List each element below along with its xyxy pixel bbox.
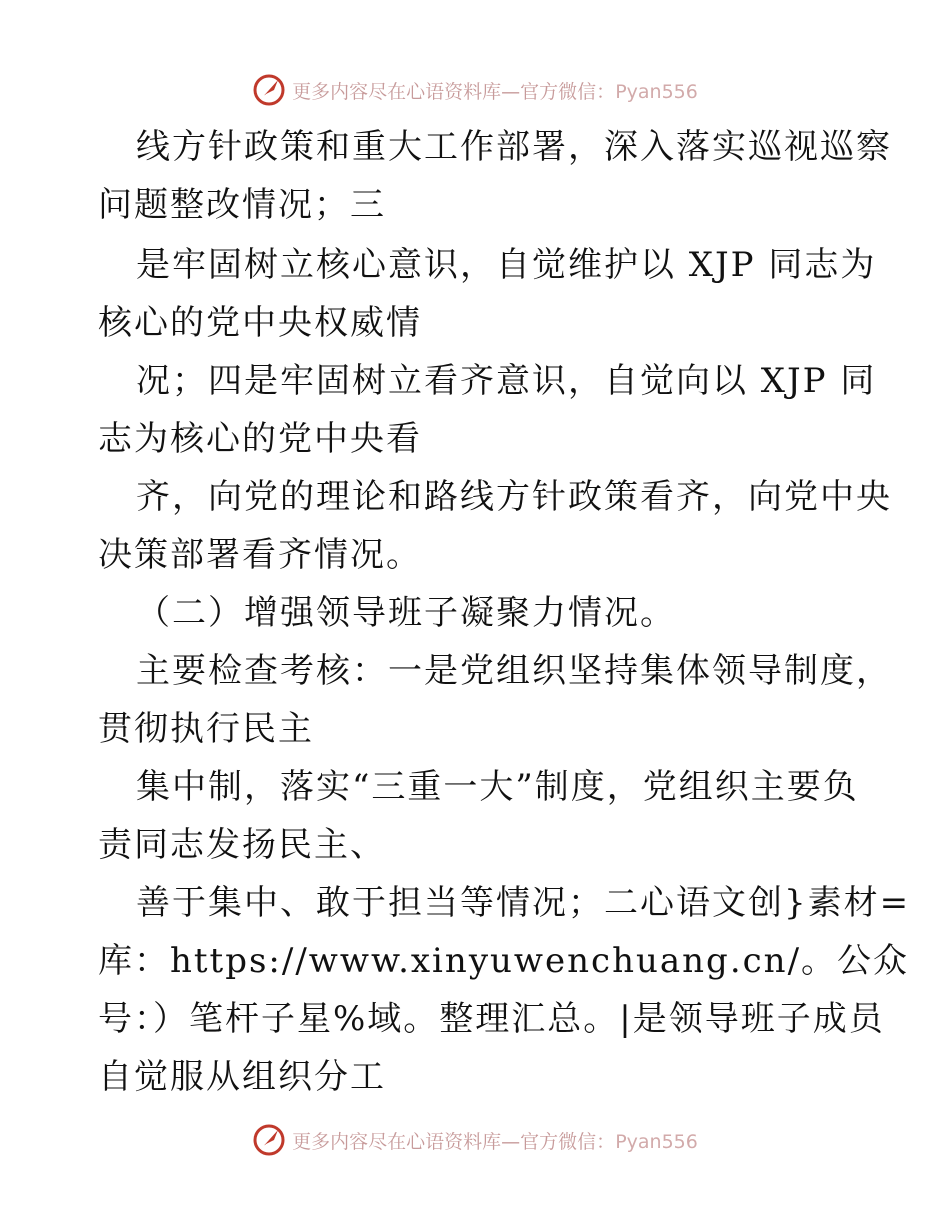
section-heading: （二）增强领导班子凝聚力情况。 bbox=[136, 593, 676, 633]
text-line: 善于集中、敢于担当等情况；二心语文创}素材= bbox=[136, 883, 911, 923]
watermark-contact-label: 官方微信： bbox=[520, 1130, 616, 1153]
watermark-contact-id: Pyan556 bbox=[615, 1130, 698, 1153]
watermark-text bbox=[292, 77, 698, 104]
watermark-contact-id: Pyan556 bbox=[615, 80, 698, 103]
text-line: 况；四是牢固树立看齐意识，自觉向以 XJP 同 bbox=[136, 361, 877, 401]
text-line: 决策部署看齐情况。 bbox=[98, 535, 422, 575]
text-line: 线方针政策和重大工作部署，深入落实巡视巡察 bbox=[136, 127, 892, 167]
quill-logo-icon bbox=[252, 73, 286, 107]
text-line: 问题整改情况；三 bbox=[98, 185, 386, 225]
text-line: 自觉服从组织分工 bbox=[98, 1057, 386, 1097]
text-line: 主要检查考核：一是党组织坚持集体领导制度， bbox=[136, 651, 892, 691]
watermark-separator: — bbox=[501, 80, 521, 103]
text-line: 号：）笔杆子星%域。整理汇总。|是领导班子成员 bbox=[98, 999, 885, 1039]
quill-logo-icon bbox=[252, 1123, 286, 1157]
watermark-brand: 更多内容尽在心语资料库 bbox=[292, 80, 502, 103]
watermark-contact-label: 官方微信： bbox=[520, 80, 616, 103]
text-line: 志为核心的党中央看 bbox=[98, 419, 422, 459]
text-line: 齐，向党的理论和路线方针政策看齐，向党中央 bbox=[136, 477, 892, 517]
watermark-text bbox=[292, 1127, 698, 1154]
text-line: 核心的党中央权威情 bbox=[98, 303, 422, 343]
text-line: 是牢固树立核心意识，自觉维护以 XJP 同志为 bbox=[136, 245, 877, 285]
text-line: 集中制，落实“三重一大”制度，党组织主要负 bbox=[136, 767, 859, 807]
footer-watermark bbox=[0, 1120, 950, 1160]
text-line: 责同志发扬民主、 bbox=[98, 825, 386, 865]
watermark-separator: — bbox=[501, 1130, 521, 1153]
watermark-brand: 更多内容尽在心语资料库 bbox=[292, 1130, 502, 1153]
text-line: 库：https://www.xinyuwenchuang.cn/。公众 bbox=[98, 941, 910, 981]
text-line: 贯彻执行民主 bbox=[98, 709, 314, 749]
header-watermark bbox=[0, 70, 950, 110]
